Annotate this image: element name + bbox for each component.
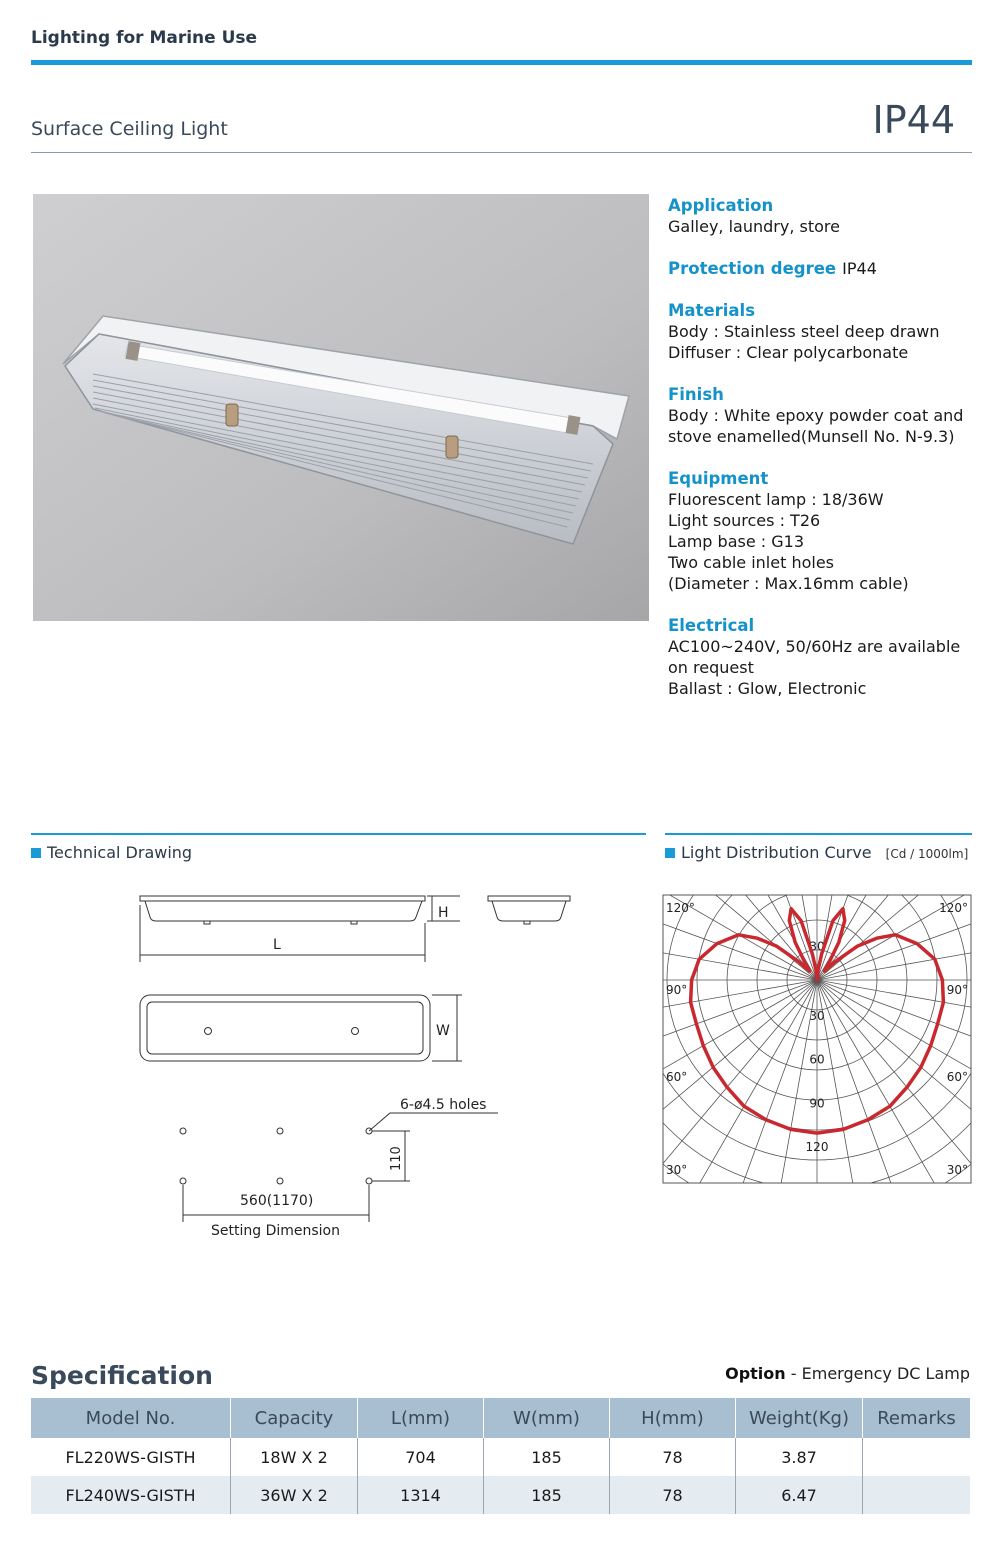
angle-label: 120° [939,901,968,915]
table-cell: 18W X 2 [231,1438,358,1476]
column-header: Capacity [231,1398,358,1438]
radial-label: 120 [805,1140,829,1154]
materials-block [668,300,978,363]
column-header: Model No. [31,1398,231,1438]
ceiling-light-illustration [33,194,649,621]
equipment-block [668,468,978,594]
angle-label: 30° [946,1163,968,1177]
grid-spoke [662,980,817,1117]
header-divider [31,60,972,65]
hole-spacing-label: 110 [389,1146,404,1171]
option-note [700,1364,970,1383]
radial-label: 30 [809,1008,825,1023]
radial-label: 90 [809,1096,825,1111]
radial-label: 30 [809,939,825,954]
option-value: - Emergency DC Lamp [790,1364,970,1383]
radial-label: 60 [809,1052,825,1067]
grid-spoke [662,911,817,980]
materials-label: Materials [668,301,756,320]
table-row [31,1476,970,1514]
table-cell: 6.47 [736,1476,863,1514]
light-distribution-title [665,843,968,862]
protection-label: Protection degree [668,259,837,278]
angle-label: 90° [946,983,968,997]
square-bullet-icon [31,848,41,858]
column-header: L(mm) [358,1398,484,1438]
column-header: H(mm) [610,1398,736,1438]
equipment-label: Equipment [668,469,769,488]
light-distribution-label: Light Distribution Curve [681,843,872,862]
column-header: Remarks [863,1398,971,1438]
table-cell: 704 [358,1438,484,1476]
table-cell: 185 [484,1438,610,1476]
angle-label: 120° [666,901,695,915]
application-block [668,195,978,237]
materials-line: Diffuser : Clear polycarbonate [668,343,909,362]
l-dimension-label: L [273,937,281,953]
finish-label: Finish [668,385,724,404]
light-distribution-divider [665,833,972,835]
equipment-line: (Diameter : Max.16mm cable) [668,574,909,593]
table-cell [863,1438,971,1476]
table-header-row [31,1398,970,1438]
application-label: Application [668,196,774,215]
equipment-line: Fluorescent lamp : 18/36W [668,490,884,509]
technical-drawing [120,885,600,1245]
specification-table [31,1398,970,1514]
table-cell: FL240WS-GISTH [31,1476,231,1514]
protection-block [668,258,978,279]
side-view-clip [351,921,357,924]
column-header: W(mm) [484,1398,610,1438]
table-cell: 3.87 [736,1438,863,1476]
specification-title: Specification [31,1361,213,1390]
technical-drawing-title [31,843,192,862]
setting-dimension-caption: Setting Dimension [211,1223,340,1239]
electrical-line: Ballast : Glow, Electronic [668,679,867,698]
side-view-flange [140,896,425,901]
table-cell: 1314 [358,1476,484,1514]
table-cell: 185 [484,1476,610,1514]
product-info [668,195,978,720]
table-cell: 78 [610,1476,736,1514]
light-distribution-unit: [Cd / 1000lm] [885,847,969,861]
end-view-body [492,901,566,921]
top-view-inner [147,1002,423,1054]
angle-label: 30° [666,1163,688,1177]
end-view-flange [488,896,570,901]
light-distribution-chart [662,894,972,1184]
table-row [31,1438,970,1476]
ip-rating: IP44 [872,98,955,142]
materials-line: Body : Stainless steel deep drawn [668,322,940,341]
electrical-block [668,615,978,699]
product-photo [33,194,649,621]
side-view-body [145,901,422,921]
equipment-line: Lamp base : G13 [668,532,805,551]
finish-line: stove enamelled(Munsell No. N-9.3) [668,427,955,446]
technical-drawing-divider [31,833,646,835]
h-dimension-label: H [438,905,449,921]
table-cell [863,1476,971,1514]
equipment-line: Two cable inlet holes [668,553,835,572]
equipment-line: Light sources : T26 [668,511,821,530]
top-view-outer [140,995,430,1061]
grid-spoke [817,980,972,1117]
electrical-label: Electrical [668,616,755,635]
holes-label: 6-ø4.5 holes [400,1097,487,1113]
angle-label: 90° [666,983,688,997]
setting-width-label: 560(1170) [240,1193,314,1209]
side-view-clip [204,921,210,924]
technical-drawing-label: Technical Drawing [47,843,193,862]
finish-block [668,384,978,447]
application-value: Galley, laundry, store [668,217,840,236]
table-cell: 78 [610,1438,736,1476]
square-bullet-icon [665,848,675,858]
grid-spoke [817,911,972,980]
angle-label: 60° [946,1070,968,1084]
table-cell: FL220WS-GISTH [31,1438,231,1476]
option-label: Option [725,1364,786,1383]
product-subtitle: Surface Ceiling Light [31,118,228,140]
protection-value: IP44 [842,259,877,278]
column-header: Weight(Kg) [736,1398,863,1438]
w-dimension-label: W [436,1023,450,1039]
electrical-line: AC100~240V, 50/60Hz are available [668,637,961,656]
subtitle-divider [31,152,972,153]
header-title: Lighting for Marine Use [31,28,258,48]
electrical-line: on request [668,658,754,677]
finish-line: Body : White epoxy powder coat and [668,406,964,425]
angle-label: 60° [666,1070,688,1084]
table-cell: 36W X 2 [231,1476,358,1514]
